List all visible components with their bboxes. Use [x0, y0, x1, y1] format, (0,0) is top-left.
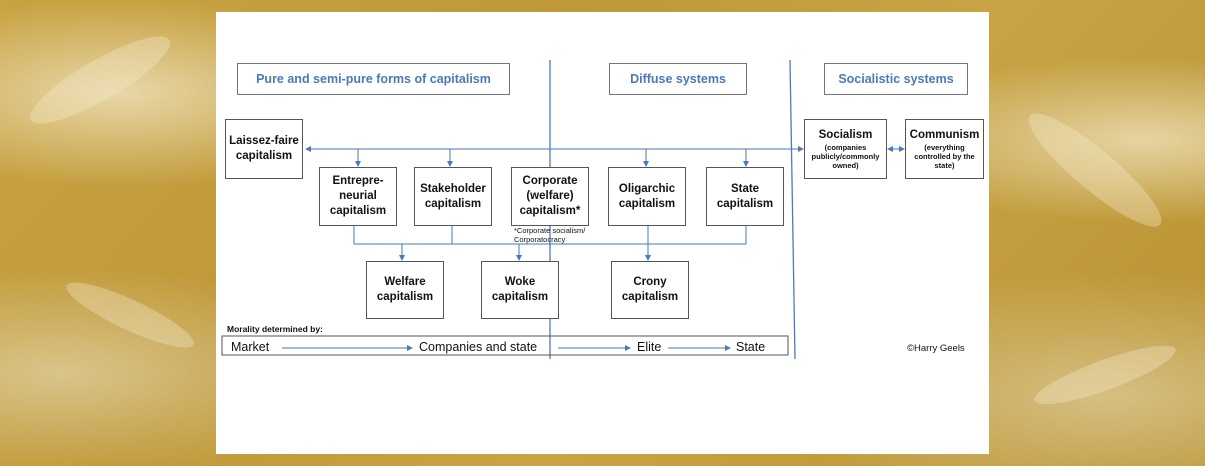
box-welfare: Welfare capitalism: [366, 261, 444, 319]
morality-stage-state: State: [736, 340, 766, 354]
box-stakeholder: Stakeholder capitalism: [414, 167, 492, 226]
header-pure-capitalism: Pure and semi-pure forms of capitalism: [237, 63, 510, 95]
footnote-corporate: *Corporate socialism/ Corporatocracy: [514, 226, 586, 245]
header-socialistic-systems: Socialistic systems: [824, 63, 968, 95]
morality-stage-elite: Elite: [637, 340, 662, 354]
socialism-subtitle: (companies publicly/commonly owned): [811, 142, 880, 170]
box-state-capitalism: State capitalism: [706, 167, 784, 226]
diagram-slide: [216, 12, 989, 454]
box-oligarchic: Oligarchic capitalism: [608, 167, 686, 226]
box-communism: [905, 119, 984, 179]
communism-subtitle: (everything controlled by the state): [914, 142, 975, 170]
marble-vein: [1029, 335, 1180, 414]
box-socialism: [804, 119, 887, 179]
marble-vein: [21, 23, 180, 138]
box-woke: Woke capitalism: [481, 261, 559, 319]
credit-text: ©Harry Geels: [907, 343, 965, 354]
marble-vein: [1017, 100, 1173, 240]
socialism-title: Socialism: [818, 129, 873, 142]
header-diffuse-systems: Diffuse systems: [609, 63, 747, 95]
morality-stage-market: Market: [231, 340, 270, 354]
box-laissez-faire: Laissez-faire capitalism: [225, 119, 303, 179]
box-corporate: Corporate (welfare) capitalism*: [511, 167, 589, 226]
morality-label: Morality determined by:: [227, 324, 323, 334]
box-crony: Crony capitalism: [611, 261, 689, 319]
box-entrepreneurial: Entrepre-neurial capitalism: [319, 167, 397, 226]
morality-stage-companies-state: Companies and state: [419, 340, 538, 354]
marble-vein: [60, 272, 200, 358]
communism-title: Communism: [909, 129, 980, 142]
